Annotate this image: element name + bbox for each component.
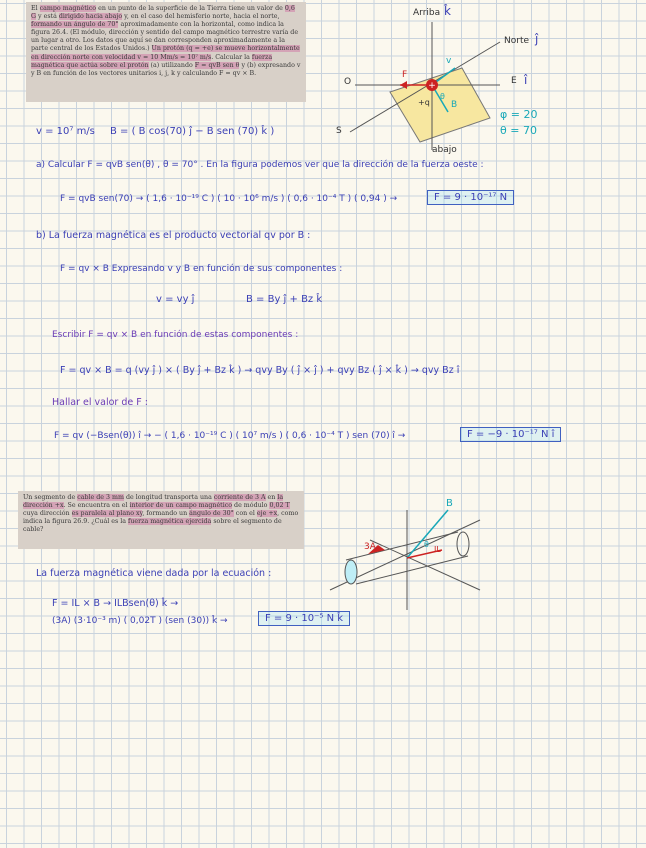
text-run: , formando un <box>142 510 190 518</box>
text-run: (a) utilizando <box>148 61 195 69</box>
given-field: B = ( B cos(70) ĵ − B sen (70) k̂ ) <box>110 126 275 137</box>
part-b-line7: F = qv (−Bsen(θ)) î → − ( 1,6 · 10⁻¹⁹ C ) ( 10⁷ m/s ) ( 0,6 · 10⁻⁴ T ) sen (70) î → <box>54 431 406 441</box>
label-north-vec: ĵ <box>535 32 539 46</box>
part-b-field-components: B = By ĵ + Bz k̂ <box>246 294 323 305</box>
label-east-vec: î <box>524 73 528 87</box>
label-current: 3A <box>364 542 376 552</box>
earth-field-diagram-svg <box>0 0 646 160</box>
highlight: eje +x <box>256 510 278 518</box>
text-run: El <box>31 5 40 12</box>
part-c-line3: (3A) (3·10⁻³ m) ( 0,02T ) (sen (30)) k̂ → <box>52 616 228 626</box>
label-origin: O <box>344 77 352 87</box>
label-east: E <box>511 76 517 86</box>
part-c-line2: F = IL × B → ILBsen(θ) k̂ → <box>52 598 179 609</box>
label-velocity: v <box>446 56 452 66</box>
highlight: formando un ángulo de 70° <box>31 21 119 29</box>
highlight: la dirección +x <box>23 494 284 510</box>
part-a-answer: F = 9 · 10⁻¹⁷ N <box>427 190 514 205</box>
text-run: y, en el caso del hemisferio norte, hacia el norte, <box>122 13 280 21</box>
part-b-velocity-components: v = vy ĵ <box>156 294 195 305</box>
text-run: aproximadamente con la horizontal, como indica la figura 26.4. (El módulo, dirección y sentido del campo magnético terrestre varía de un lugar a otro. Los datos que aquí se dan corresponden aproximadamente a la parte central de los Estados Unidos.) <box>31 21 299 53</box>
proton-plus: + <box>428 81 436 91</box>
text-run: de longitud transporta una <box>123 494 214 501</box>
part-b-line4: Escribir F = qv × B en función de estas componentes : <box>52 330 299 340</box>
text-run: cuya dirección <box>23 510 72 518</box>
part-b-line1: b) La fuerza magnética es el producto vectorial qv por B : <box>36 230 311 241</box>
label-theta-2: θ <box>424 540 429 549</box>
part-c-line1: La fuerza magnética viene dada por la ecuación : <box>36 568 272 579</box>
label-south: S <box>336 126 342 136</box>
text-run: . Se encuentra en el <box>63 502 130 510</box>
highlight: ángulo de 30° <box>189 510 234 518</box>
label-force: F <box>402 70 408 80</box>
text-run: . Calcular la <box>211 53 252 61</box>
label-up-vec: k̂ <box>444 4 451 18</box>
part-c-answer: F = 9 · 10⁻⁵ N k̂ <box>258 611 350 626</box>
cable-top-edge <box>346 532 458 560</box>
part-b-line2: F = qv × B Expresando v y B en función de sus componentes : <box>60 264 343 274</box>
text-run: Un segmento de <box>23 494 78 501</box>
cable-end <box>345 560 357 584</box>
label-up: Arriba <box>413 8 441 18</box>
text-run: , como indica la figura 26.9. ¿Cuál es la <box>23 510 299 526</box>
text-run: y (b) expresando v y B en función de los vectores unitarios i, j, k y calculando F = qv × B. <box>31 61 301 77</box>
label-north: Norte <box>504 36 530 46</box>
text-run: de módulo <box>232 502 270 510</box>
label-field: B <box>451 100 458 110</box>
highlight: campo magnético <box>39 5 97 12</box>
highlight: fuerza magnética ejercida <box>128 518 212 526</box>
given-velocity: v = 10⁷ m/s <box>36 126 95 137</box>
part-a-line2: F = qvB sen(70) → ( 1,6 · 10⁻¹⁹ C ) ( 10 · 10⁶ m/s ) ( 0,6 · 10⁻⁴ T ) ( 0,94 ) → <box>60 194 398 204</box>
highlight: corriente de 3 A <box>213 494 266 501</box>
label-theta-value: θ = 70 <box>500 124 537 137</box>
part-b-answer: F = −9 · 10⁻¹⁷ N î <box>460 427 561 442</box>
highlight: es paralela al plano xy <box>71 510 143 518</box>
label-down: abajo <box>432 145 457 155</box>
text-run: sobre el segmento de cable? <box>23 518 282 534</box>
highlight: cable de 3 mm <box>77 494 124 501</box>
highlight: fuerza magnética que actúa sobre el protón <box>31 53 273 69</box>
highlight: 0,02 T <box>269 502 290 510</box>
highlight: interior de un campo magnético <box>129 502 233 510</box>
text-run: en <box>265 494 278 501</box>
label-phi-value: φ = 20 <box>500 108 538 121</box>
highlight: dirigido hacia abajo <box>58 13 123 21</box>
part-b-line5: F = qv × B = q (vy ĵ ) × ( By ĵ + Bz k̂ ) → qvy By ( ĵ × ĵ ) + qvy Bz ( ĵ × k̂ ) → qvy Bz î <box>60 365 460 376</box>
label-theta: θ <box>440 92 445 101</box>
highlight: F = qvB sen θ <box>194 61 240 69</box>
part-b-line6: Hallar el valor de F : <box>52 397 148 408</box>
part-a-line1: a) Calcular F = qvB sen(θ) , θ = 70° . En la figura podemos ver que la dirección de la fuerza oeste : <box>36 160 484 170</box>
text-run: y está <box>36 13 59 21</box>
cable-far-end <box>457 532 469 556</box>
label-charge: +q <box>418 98 430 107</box>
text-run: con el <box>233 510 257 518</box>
label-IL: IL <box>434 545 441 554</box>
text-run: en un punto de la superficie de la Tierra tiene un valor de <box>96 5 285 12</box>
highlight: Un protón (q = +e) se mueve horizontalmente en dirección norte con velocidad v = 10 Mm/s = 10⁷ m/s <box>31 45 300 61</box>
label-field-2: B <box>446 498 453 509</box>
highlight: 0,6 G <box>31 5 295 21</box>
